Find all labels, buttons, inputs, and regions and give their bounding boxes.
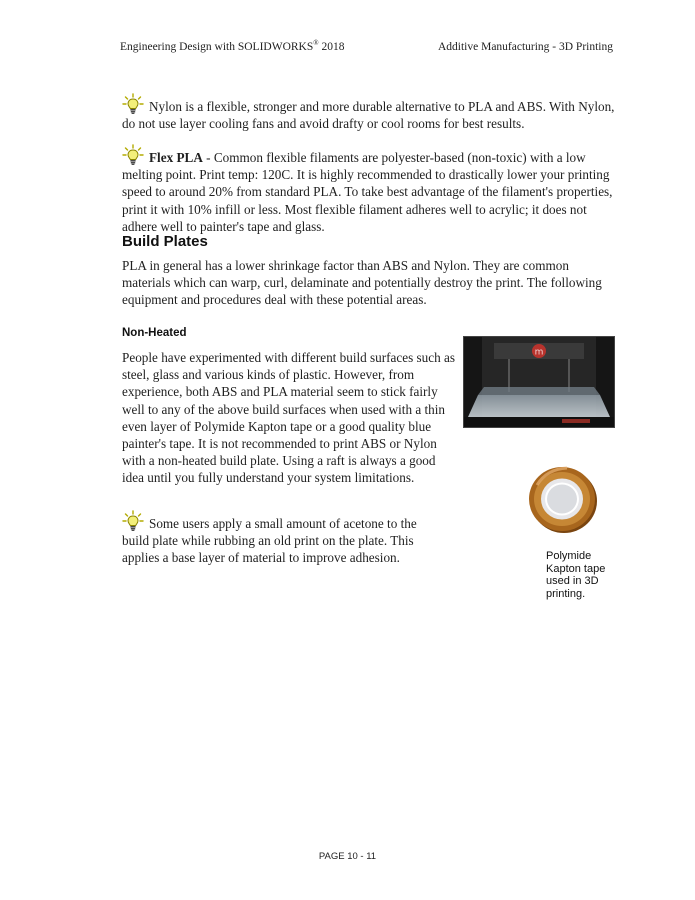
- build-plates-paragraph: PLA in general has a lower shrinkage factor than ABS and Nylon. They are common materials which can warp, curl, delaminate and potentially destroy the print. The following equipment and procedures deal with these potential areas.: [122, 258, 602, 308]
- tip-flex-text: - Common flexible filaments are polyester-based (non-toxic) with a low melting point. Print temp: 120C. It is highly recommended to drastically lower your printing speed to around 20% from standard PLA. To take best advantage of the filament's properties, print it with 10% infill or less. Most flexible filament adheres well to acrylic; it does not adhere well to painter's tape and glass.: [122, 150, 613, 234]
- running-header-right: Additive Manufacturing - 3D Printing: [437, 41, 613, 53]
- running-header-left: Engineering Design with SOLIDWORKS® 2018: [120, 39, 345, 53]
- tip-flex-title: Flex PLA: [149, 150, 203, 165]
- tip-flex-pla: [122, 144, 615, 235]
- image-caption: Polymide Kapton tape used in 3D printing.: [546, 550, 606, 600]
- non-heated-paragraph: People have experimented with different build surfaces such as steel, glass and various kinds of plastic. However, from experience, both ABS and PLA material seem to stick fairly well to any of the above build surfaces when used with a thin even layer of Polymide Kapton tape or a good quality blue painter's tape. It is not recommended to print ABS or Nylon with a non-heated build plate. Using a raft is always a good idea until you fully understand your system limitations.: [122, 350, 455, 486]
- page-number: PAGE 10 - 11: [318, 851, 377, 862]
- lightbulb-icon: [122, 510, 144, 532]
- lightbulb-icon: [122, 144, 144, 166]
- section-heading-build-plates: Build Plates: [122, 233, 208, 250]
- lightbulb-icon: [122, 93, 144, 115]
- tip-nylon: [122, 93, 615, 132]
- printer-build-plate-photo: [463, 336, 615, 428]
- subheading-non-heated: Non-Heated: [122, 327, 187, 339]
- tip-nylon-text: Nylon is a flexible, stronger and more durable alternative to PLA and ABS. With Nylon, do not use layer cooling fans and avoid drafty or cool rooms for best results.: [122, 99, 615, 132]
- svg-text:m: m: [534, 347, 544, 358]
- tip-acetone-text: Some users apply a small amount of acetone to the build plate while rubbing an old print on the plate. This applies a base layer of material to improve adhesion.: [122, 516, 417, 566]
- tip-acetone: [122, 510, 440, 567]
- kapton-tape-photo: [527, 463, 599, 535]
